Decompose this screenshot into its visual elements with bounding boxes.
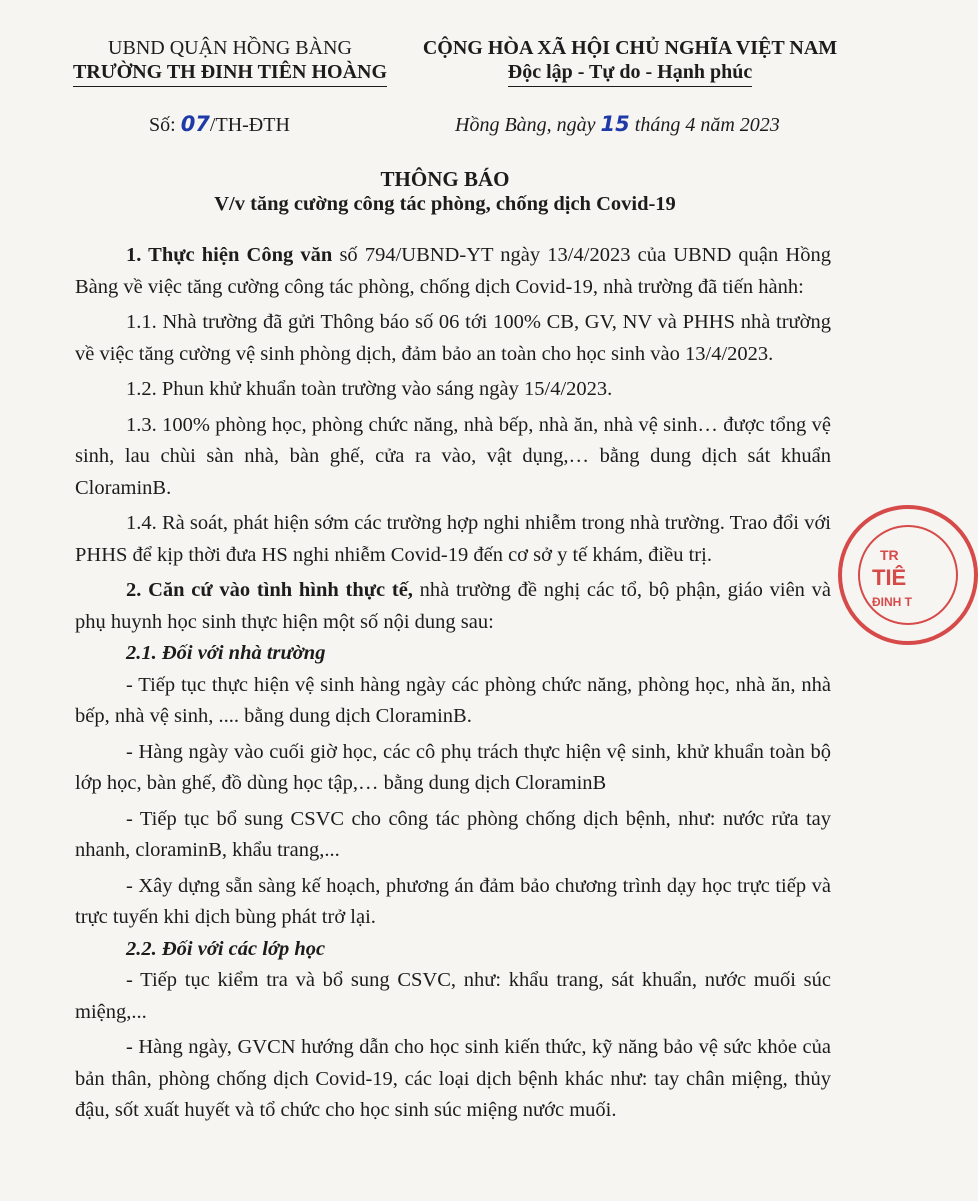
item-2-1-d: - Xây dựng sẵn sàng kế hoạch, phương án đảm bảo chương trình dạy học trực tiếp và trực tuyến khi dịch bùng phát trở lại. [75, 874, 831, 928]
national-motto: Độc lập - Tự do - Hạnh phúc [507, 61, 753, 83]
issuing-authority: UBND QUẬN HỒNG BÀNG [108, 37, 352, 59]
school-name: TRƯỜNG TH ĐINH TIÊN HOÀNG [72, 61, 388, 83]
document-date [455, 112, 780, 137]
national-motto-block [395, 36, 865, 84]
issuing-authority-block [60, 36, 400, 84]
item-1-1: 1.1. Nhà trường đã gửi Thông báo số 06 tới 100% CB, GV, NV và PHHS nhà trường về việc tăng cường vệ sinh phòng dịch, đảm bảo an toàn cho học sinh vào 13/4/2023. [75, 311, 831, 365]
subsection-2-2-heading: 2.2. Đối với các lớp học [126, 937, 326, 960]
item-1-3: 1.3. 100% phòng học, phòng chức năng, nhà bếp, nhà ăn, nhà vệ sinh… được tổng vệ sinh, lau chùi sàn nhà, bàn ghế, cửa ra vào, vật dụng,… bằng dung dịch sát khuẩn CloraminB. [75, 413, 831, 499]
date-suffix: tháng 4 năm 2023 [629, 114, 780, 136]
section-2-text: nhà trường đề nghị các tổ, bộ phận, giáo viên và phụ huynh học sinh thực hiện một số nội dung sau: [75, 579, 831, 633]
date-prefix: Hồng Bàng, ngày [455, 114, 601, 136]
item-2-1-a: - Tiếp tục thực hiện vệ sinh hàng ngày các phòng chức năng, phòng học, nhà ăn, nhà bếp, nhà vệ sinh, .... bằng dung dịch CloraminB. [75, 673, 831, 727]
section-1-paragraph [75, 240, 831, 303]
section-2-paragraph [75, 575, 831, 638]
document-number-handwritten: 07 [180, 112, 210, 136]
document-subtitle: V/v tăng cường công tác phòng, chống dịch Covid-19 [214, 193, 676, 215]
document-number [149, 112, 290, 137]
item-2-1-b: - Hàng ngày vào cuối giờ học, các cô phụ trách thực hiện vệ sinh, khử khuẩn toàn bộ lớp học, bàn ghế, đồ dùng học tập,… bằng dung dịch CloraminB [75, 740, 831, 794]
section-1-heading: 1. Thực hiện Công văn [126, 244, 333, 266]
document-number-suffix: /TH-ĐTH [209, 114, 290, 136]
seal-text-line2: TIÊ [872, 565, 907, 590]
item-2-2-b: - Hàng ngày, GVCN hướng dẫn cho học sinh kiến thức, kỹ năng bảo vệ sức khỏe của bản thân, phòng chống dịch Covid-19, các loại dịch bệnh khác như: tay chân miệng, thủy đậu, sốt xuất huyết và tổ chức cho học sinh súc miệng nước muối. [75, 1036, 831, 1121]
document-body [75, 240, 831, 1127]
seal-text-line1: TR [880, 547, 899, 563]
item-2-1-c: - Tiếp tục bổ sung CSVC cho công tác phòng chống dịch bệnh, như: nước rửa tay nhanh, cloraminB, khẩu trang,... [75, 807, 831, 861]
section-2-heading: 2. Căn cứ vào tình hình thực tế, [126, 579, 413, 601]
national-title: CỘNG HÒA XÃ HỘI CHỦ NGHĨA VIỆT NAM [422, 37, 838, 59]
item-1-2: 1.2. Phun khử khuẩn toàn trường vào sáng ngày 15/4/2023. [126, 378, 613, 400]
document-number-label: Số: [149, 114, 181, 136]
item-1-4: 1.4. Rà soát, phát hiện sớm các trường hợp nghi nhiễm trong nhà trường. Trao đổi với PHHS để kịp thời đưa HS nghi nhiễm Covid-19 đến cơ sở y tế khám, điều trị. [75, 512, 831, 566]
official-seal [838, 505, 978, 645]
subsection-2-1-heading: 2.1. Đối với nhà trường [126, 642, 326, 664]
document-title: THÔNG BÁO [380, 167, 510, 191]
item-2-2-a: - Tiếp tục kiểm tra và bổ sung CSVC, như: khẩu trang, sát khuẩn, nước muối súc miệng,... [75, 969, 831, 1023]
seal-text-line3: ĐINH T [872, 595, 912, 609]
date-day-handwritten: 15 [600, 112, 630, 136]
section-1-text: số 794/UBND-YT ngày 13/4/2023 của UBND quận Hồng Bàng về việc tăng cường công tác phòng, chống dịch Covid-19, nhà trường đã tiến hành: [75, 244, 831, 298]
